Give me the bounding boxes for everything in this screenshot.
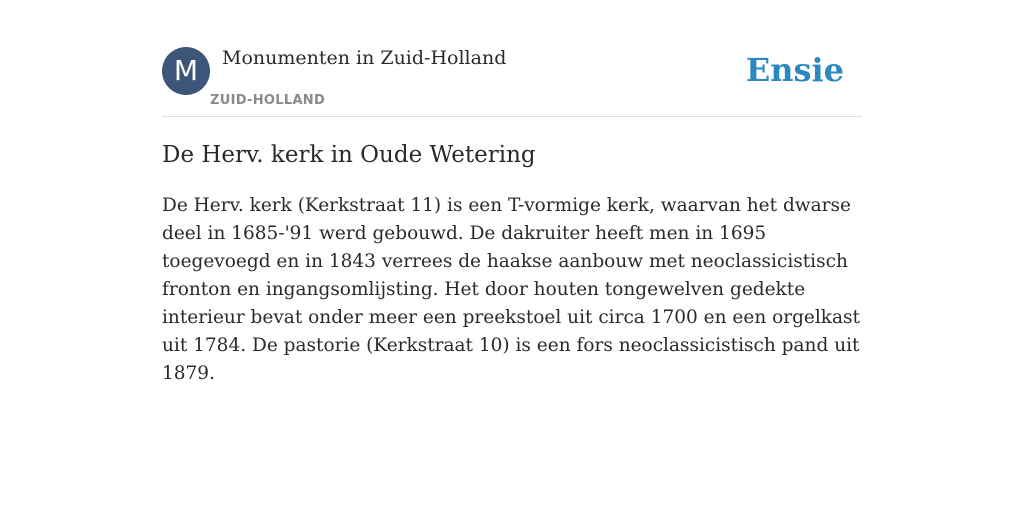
header — [162, 0, 862, 117]
source-title-link[interactable]: Monumenten in Zuid-Holland — [222, 47, 507, 69]
entry-title: De Herv. kerk in Oude Wetering — [162, 142, 536, 168]
source-subtitle: ZUID-HOLLAND — [210, 93, 326, 108]
avatar[interactable]: M — [162, 47, 210, 95]
brand-logo[interactable]: Ensie — [745, 51, 844, 89]
page-container — [162, 0, 862, 384]
entry-body: De Herv. kerk (Kerkstraat 11) is een T-vormige kerk, waarvan het dwarse deel in 1685-'91 werd gebouwd. De dakruiter heeft men in 1695 toegevoegd en in 1843 verrees de haakse aanbouw met neoclassicistisch fronton en ingangsomlijsting. Het door houten tongewelven gedekte interieur bevat onder meer een preekstoel uit circa 1700 en een orgelkast uit 1784. De pastorie (Kerkstraat 10) is een fors neoclassicistisch pand uit 1879. — [162, 195, 860, 384]
